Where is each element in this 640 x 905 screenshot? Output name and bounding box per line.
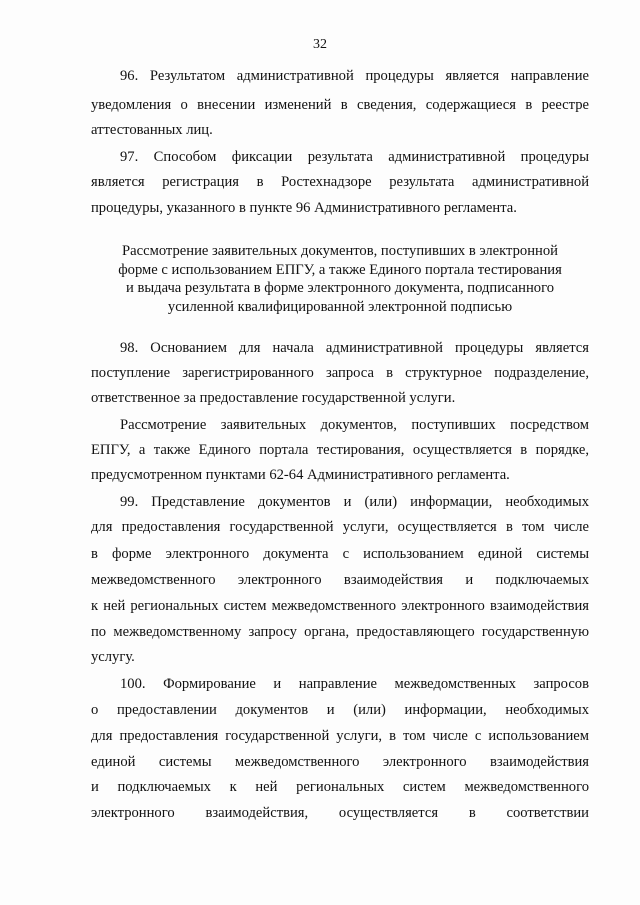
paragraph-99-line-1: 99. Представление документов и (или) информации, необходимых [120,494,589,510]
paragraph-100-line-5: и подключаемых к ней региональных систем межведомственного [91,779,589,795]
paragraph-97-line-3: процедуры, указанного в пункте 96 Административного регламента. [91,200,517,216]
section-heading-line-3: и выдача результата в форме электронного документа, подписанного [125,280,554,296]
paragraph-99-line-5: к ней региональных систем межведомственного электронного взаимодействия [91,598,589,614]
paragraph-99-line-7: услугу. [91,649,135,665]
paragraph-99-line-4: межведомственного электронного взаимодействия и подключаемых [91,572,589,588]
paragraph-98b-line-2: ЕПГУ, а также Единого портала тестирования, осуществляется в порядке, [91,442,589,458]
paragraph-96-line-3: аттестованных лиц. [91,122,213,138]
page-number: 32 [313,37,327,52]
paragraph-98-line-2: поступление зарегистрированного запроса в структурное подразделение, [91,365,589,381]
paragraph-96-line-2: уведомления о внесении изменений в сведения, содержащиеся в реестре [91,97,589,113]
paragraph-97-line-1: 97. Способом фиксации результата административной процедуры [120,149,589,165]
paragraph-98-line-1: 98. Основанием для начала административной процедуры является [120,340,589,356]
paragraph-99-line-3: в форме электронного документа с использованием единой системы [91,546,589,562]
paragraph-100-line-4: единой системы межведомственного электронного взаимодействия [91,754,589,770]
section-heading-line-2: форме с использованием ЕПГУ, а также Единого портала тестирования [118,262,562,278]
paragraph-100-line-1: 100. Формирование и направление межведомственных запросов [120,676,589,692]
paragraph-96-line-1: 96. Результатом административной процедуры является направление [120,68,589,84]
paragraph-100-line-6: электронного взаимодействия, осуществляется в соответствии [91,805,589,821]
paragraph-98b-line-3: предусмотренном пунктами 62-64 Административного регламента. [91,467,510,483]
paragraph-99-line-2: для предоставления государственной услуги, осуществляется в том числе [91,519,589,535]
section-heading-line-1: Рассмотрение заявительных документов, поступивших в электронной [122,243,558,259]
paragraph-98b-line-1: Рассмотрение заявительных документов, поступивших посредством [120,417,589,433]
paragraph-100-line-3: для предоставления государственной услуги, в том числе с использованием [91,728,589,744]
paragraph-100-line-2: о предоставлении документов и (или) информации, необходимых [91,702,589,718]
paragraph-98-line-3: ответственное за предоставление государственной услуги. [91,390,456,406]
paragraph-99-line-6: по межведомственному запросу органа, предоставляющего государственную [91,624,589,640]
section-heading-line-4: усиленной квалифицированной электронной подписью [167,299,513,315]
paragraph-97-line-2: является регистрация в Ростехнадзоре результата административной [91,174,589,190]
